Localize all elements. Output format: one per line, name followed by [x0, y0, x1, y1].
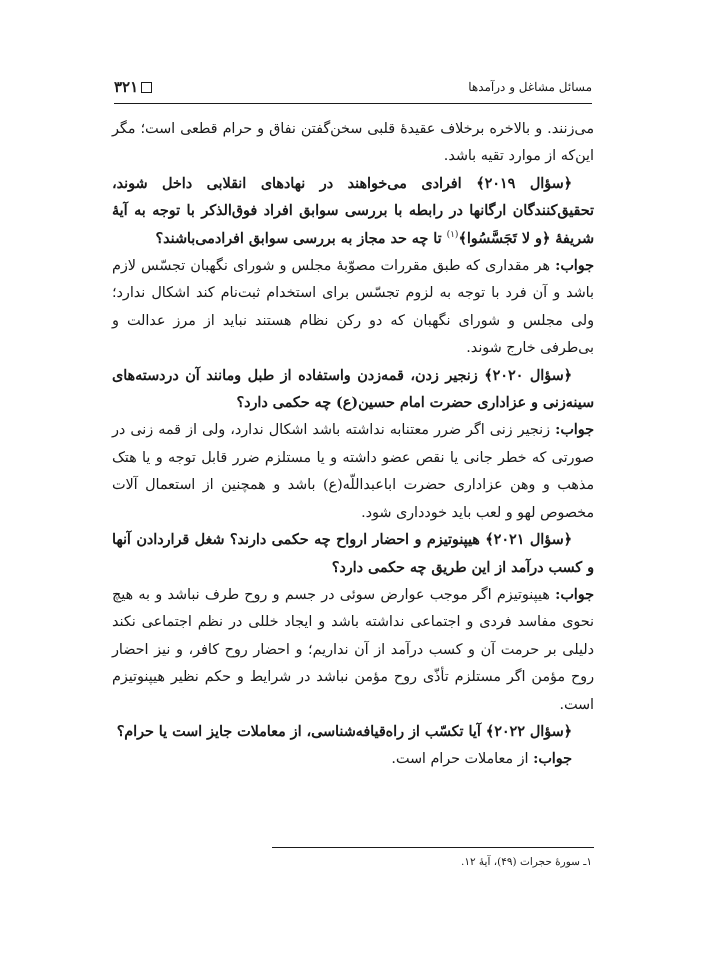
- text-run: می‌زنند. و بالاخره برخلاف عقیدهٔ قلبی سخن‌گفتن نفاق و حرام قطعی است؛ مگر این‌که از موارد تقیه باشد.: [112, 121, 594, 165]
- bold-text: جواب:: [555, 586, 594, 603]
- text-run: از معاملات حرام است.: [391, 751, 534, 768]
- paragraph: [112, 363, 594, 418]
- footnote-marker: (۱): [446, 229, 459, 240]
- running-title: مسائل مشاغل و درآمدها: [468, 80, 592, 94]
- square-icon: [141, 82, 152, 93]
- bold-text: جواب:: [555, 422, 594, 439]
- text-run: هر مقداری که طبق مقررات مصوّبهٔ مجلس و شورای نگهبان تجسّس لازم باشد و آن فرد با توجه به لزوم تجسّس برای استخدام ثبت‌نام کند اشکال ندارد؛ ولی مجلس و شورای نگهبان که دو رکن نظام هستند نباید از مرز عدالت و بی‌طرفی خارج شوند.: [112, 258, 594, 357]
- bold-text: تا چه حد مجاز به بررسی سوابق افرادمی‌باشند؟: [155, 230, 447, 247]
- paragraph: [112, 116, 594, 171]
- text-run: زنجیر زنی اگر ضرر معتنابه نداشته باشد اشکال ندارد، ولی از قمه زنی در صورتی که خطر جانی یا نقص عضو داشته و یا مستلزم ضرر قابل توجه و یا هتک مذهب و وهن عزاداری حضرت اباعبداللّه(ع) باشد و همچنین از استعمال آلات مخصوص لهو و لعب باید خودداری شود.: [112, 422, 594, 521]
- page-header: [114, 76, 592, 98]
- header-rule: [114, 103, 592, 104]
- paragraph: [112, 719, 594, 746]
- paragraph: [112, 171, 594, 253]
- footnote-rule: [272, 847, 594, 848]
- paragraph: [112, 527, 594, 582]
- bold-text: جواب:: [533, 751, 572, 768]
- page-number-group: [114, 78, 152, 96]
- paragraph: [112, 746, 594, 773]
- paragraph: [112, 582, 594, 719]
- bold-text: ﴿سؤال ۲۰۲۰﴾ زنجیر زدن، قمه‌زدن واستفاده از طبل ومانند آن دردسته‌های سینه‌زنی و عزاداری حضرت امام حسین(ع) چه حکمی دارد؟: [112, 367, 594, 412]
- page-number: ۳۲۱: [114, 78, 139, 96]
- bold-text: ﴿سؤال ۲۰۲۲﴾ آیا تکسّب از راه‌قیافه‌شناسی، از معاملات جایز است یا حرام؟: [116, 723, 572, 740]
- bold-text: ﴿سؤال ۲۰۲۱﴾ هیپنوتیزم و احضار ارواح چه حکمی دارند؟ شغل قراردادن آنها و کسب درآمد از این طریق چه حکمی دارد؟: [112, 532, 594, 576]
- footnote: ۱ـ سورهٔ حجرات (۴۹)، آیهٔ ۱۲.: [460, 856, 592, 868]
- paragraph: [112, 417, 594, 527]
- bold-text: ﴿سؤال ۲۰۱۹﴾ افرادی می‌خواهند در نهادهای انقلابی داخل شوند، تحقیق‌کنندگان ارگانها در رابطه با بررسی سوابق افراد فوق‌الذکر با توجه به آیهٔ شریفهٔ ﴿و لا تَجَسَّسُوا﴾: [112, 175, 594, 247]
- text-run: هیپنوتیزم اگر موجب عوارض سوئی در جسم و روح طرف نباشد و به هیچ نحوی مفاسد فردی و اجتماعی نداشته باشد و ایجاد خللی در نظم اجتماعی نکند دلیلی بر حرمت آن و کسب درآمد از آن نداریم؛ و احضار روح کافر، و نیز احضار روح مؤمن اگر مستلزم تأذّی روح مؤمن نباشد در شرایط و حکم نظیر هیپنوتیزم است.: [112, 586, 594, 713]
- body-text: [112, 116, 594, 774]
- bold-text: جواب:: [555, 258, 594, 275]
- paragraph: [112, 253, 594, 363]
